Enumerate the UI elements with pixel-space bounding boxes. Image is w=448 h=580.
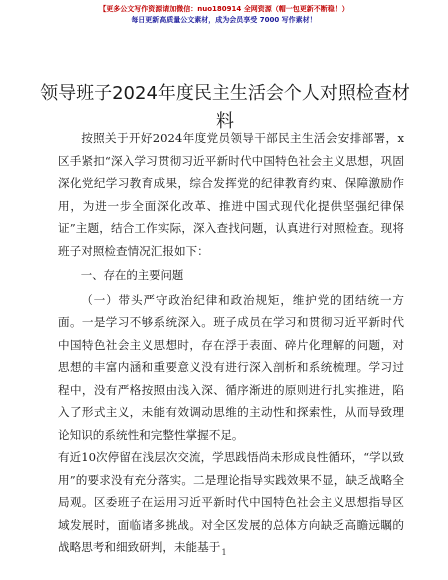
body-paragraph-1: （一）带头严守政治纪律和政治规矩，维护党的团结统一方面。一是学习不够系统深入。班子成员在学习和贯彻习近平新时代中国特色社会主义思想时，存在浮于表面、碎片化理解的问题，对思想的丰富内涵和重要意义没有进行深入剖析和系统梳理。学习过程中，没有严格按照由浅入深、循序渐进的原则进行扎实推进，陷入了形式主义，未能有效调动思维的主动性和探索性，从而导致理论知识的系统性和完整性掌握不足。: [58, 292, 404, 442]
body-paragraph-2: 有近10次停留在浅层次交流，学思践悟尚未形成良性循环，“学以致用”的要求没有充分落实。二是理论指导实践效果不显，缺乏战略全局观。区委班子在运用习近平新时代中国特色社会主义思想指导区域发展时，面临诸多挑战。对全区发展的总体方向缺乏高瞻远瞩的战略思考和细致研判，未能基于: [58, 450, 404, 554]
promo-banner-line-1: 【更多公文写作资源请加微信：nuo180914 全网资源（帽一包更新不断稳！）: [99, 5, 349, 13]
intro-paragraph: 按照关于开好2024年度党员领导干部民主生活会安排部署，x区手紧扣“深入学习贯彻习近平新时代中国特色社会主义思想，巩固深化党纪学习教育成果，综合发挥党的纪律教育约束、保障激励作用，为进一步全面深化改革、推进中国式现代化提供坚强纪律保证”主题，结合工作实际，深入查找问题，认真进行对照检查。现将班子对照检查情况汇报如下：: [58, 131, 404, 258]
document-title: 领导班子2024年度民主生活会个人对照检查材料: [40, 83, 410, 132]
page-number: 1: [221, 548, 227, 557]
section-heading: 一、存在的主要问题: [80, 268, 184, 282]
promo-banner: [0, 4, 448, 26]
promo-banner-line-2: 每日更新高质量公文素材，成为会员享受 7000 写作素材！: [131, 16, 317, 24]
document-body: [58, 127, 404, 559]
